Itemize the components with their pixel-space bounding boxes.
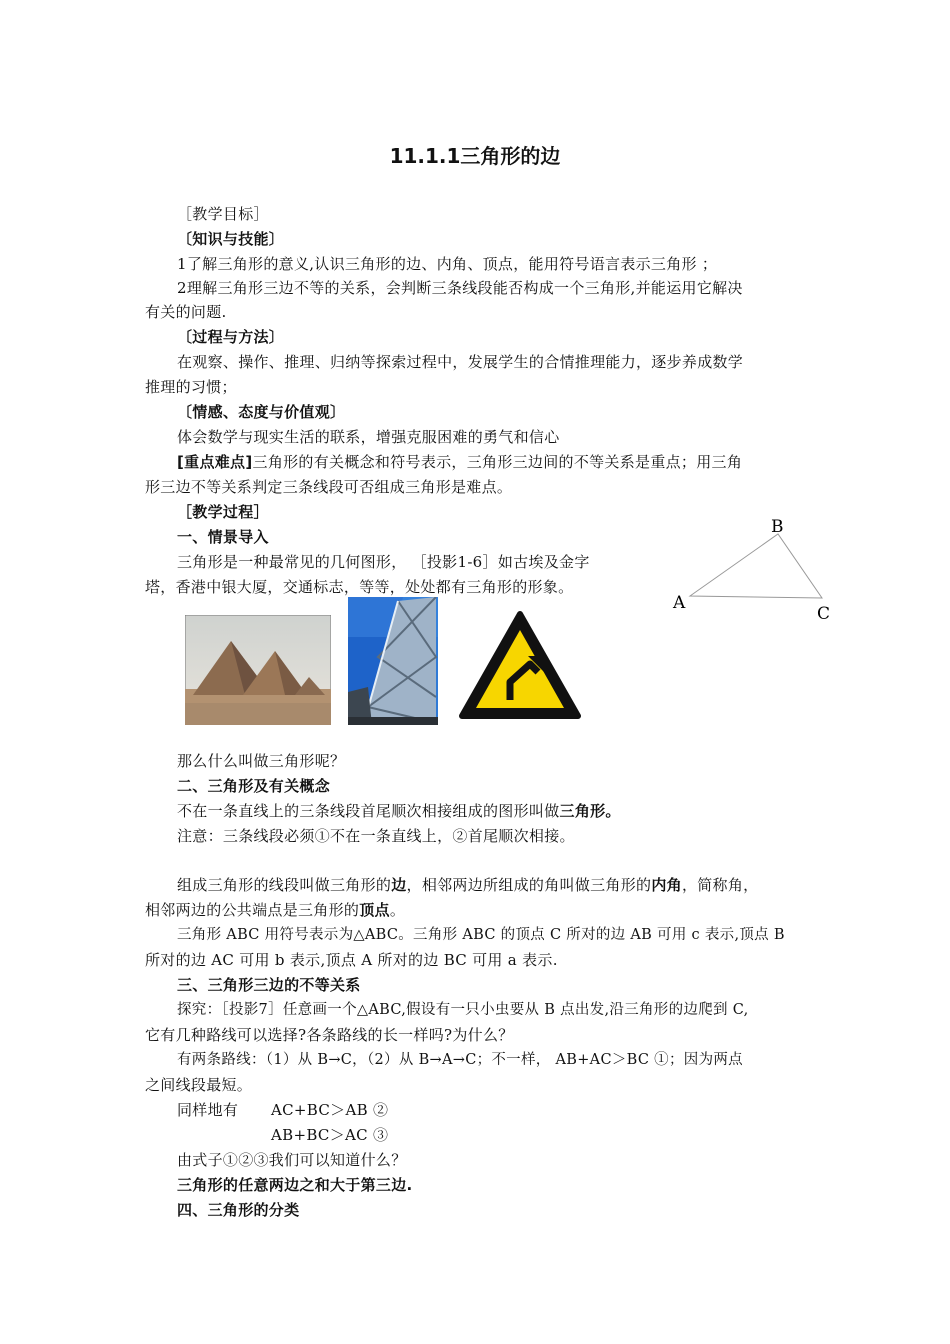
process-text: 在观察、操作、推理、归纳等探索过程中，发展学生的合情推理能力，逐步养成数学 — [177, 353, 744, 371]
routes-text-cont: 之间线段最短。 — [145, 1076, 253, 1094]
key-points — [177, 451, 742, 473]
section-1-heading: 一、情景导入 — [177, 528, 269, 546]
explore-text-cont: 它有几种路线可以选择?各条路线的长一样吗?为什么？ — [145, 1026, 514, 1044]
objectives-heading: ［教学目标］ — [177, 205, 269, 223]
process-heading: 〔过程与方法〕 — [177, 328, 285, 346]
definition-text: 不在一条直线上的三条线段首尾顺次相接组成的图形叫做 — [177, 802, 560, 820]
definition-term: 三角形。 — [559, 802, 621, 820]
knowledge-item-1: 1了解三角形的意义,认识三角形的边、内角、顶点，能用符号语言表示三角形 ； — [177, 255, 718, 273]
emotion-text: 体会数学与现实生活的联系，增强克服困难的勇气和信心 — [177, 428, 560, 446]
question-what-is-triangle: 那么什么叫做三角形呢？ — [177, 752, 346, 770]
triangle-definition — [177, 800, 621, 822]
symbol-text-cont: 所对的边 AC 可用 b 表示,顶点 A 所对的边 BC 可用 a 表示. — [145, 951, 558, 969]
explore-text: 探究：［投影7］任意画一个△ABC,假设有一只小虫要从 B 点出发,沿三角形的边爬到 C, — [177, 1002, 749, 1018]
triangle-inequality-conclusion: 三角形的任意两边之和大于第三边. — [177, 1176, 413, 1194]
symbol-text: 三角形 ABC 用符号表示为△ABC。三角形 ABC 的顶点 C 所对的边 AB 可用 c 表示,顶点 B — [177, 927, 785, 943]
parts-text-3: ，简称角， — [681, 876, 759, 894]
inequality-2: AC+BC＞AB ② — [271, 1101, 389, 1119]
term-side: 边 — [391, 876, 407, 894]
skyscraper-image — [348, 597, 438, 725]
section-2-heading: 二、三角形及有关概念 — [177, 777, 331, 795]
parts-text-4: 相邻两边的公共端点是三角形的 — [145, 901, 360, 919]
vertex-label-b: B — [771, 517, 784, 537]
vertex-label-a: A — [673, 593, 686, 613]
traffic-sign-icon — [458, 610, 582, 720]
page-title: 11.1.1三角形的边 — [389, 144, 561, 168]
term-vertex: 顶点 — [359, 901, 390, 919]
parts-text-2: ，相邻两边所组成的角叫做三角形的 — [406, 876, 652, 894]
process-text-cont: 推理的习惯； — [145, 378, 237, 396]
vertex-label-c: C — [817, 604, 831, 624]
triangle-outline — [690, 534, 822, 598]
similarly-label: 同样地有 — [177, 1101, 239, 1119]
section-3-heading: 三、三角形三边的不等关系 — [177, 976, 361, 994]
question-what-know: 由式子①②③我们可以知道什么？ — [177, 1151, 407, 1169]
inequality-3: AB+BC＞AC ③ — [271, 1126, 389, 1144]
knowledge-item-2: 2理解三角形三边不等的关系，会判断三条线段能否构成一个三角形,并能运用它解决 — [177, 279, 743, 297]
teaching-heading: ［教学过程］ — [177, 503, 269, 521]
term-interior-angle: 内角 — [651, 876, 682, 894]
definition-note: 注意：三条线段必须①不在一条直线上，②首尾顺次相接。 — [177, 827, 575, 845]
key-points-label: [重点难点] — [177, 453, 253, 471]
parts-text — [177, 874, 758, 896]
section-1-text-cont: 塔，香港中银大厦，交通标志，等等，处处都有三角形的形象。 — [145, 578, 574, 596]
key-points-text: 三角形的有关概念和符号表示，三角形三边间的不等关系是重点；用三角 — [252, 453, 743, 471]
parts-text-1: 组成三角形的线段叫做三角形的 — [177, 876, 392, 894]
emotion-heading: 〔情感、态度与价值观〕 — [177, 403, 346, 421]
routes-text: 有两条路线：（1）从 B→C，（2）从 B→A→C；不一样， AB+AC＞BC ①；因为两点 — [177, 1052, 743, 1068]
knowledge-heading: 〔知识与技能〕 — [177, 230, 285, 248]
pyramids-image — [185, 615, 331, 725]
section-1-text: 三角形是一种最常见的几何图形， ［投影1-6］如古埃及金字 — [177, 553, 590, 571]
knowledge-item-2-cont: 有关的问题. — [145, 303, 227, 321]
parts-text-cont — [145, 899, 405, 921]
key-points-cont: 形三边不等关系判定三条线段可否组成三角形是难点。 — [145, 478, 513, 496]
section-4-heading: 四、三角形的分类 — [177, 1201, 300, 1219]
parts-text-5: 。 — [389, 901, 406, 919]
triangle-abc-figure — [660, 508, 840, 628]
